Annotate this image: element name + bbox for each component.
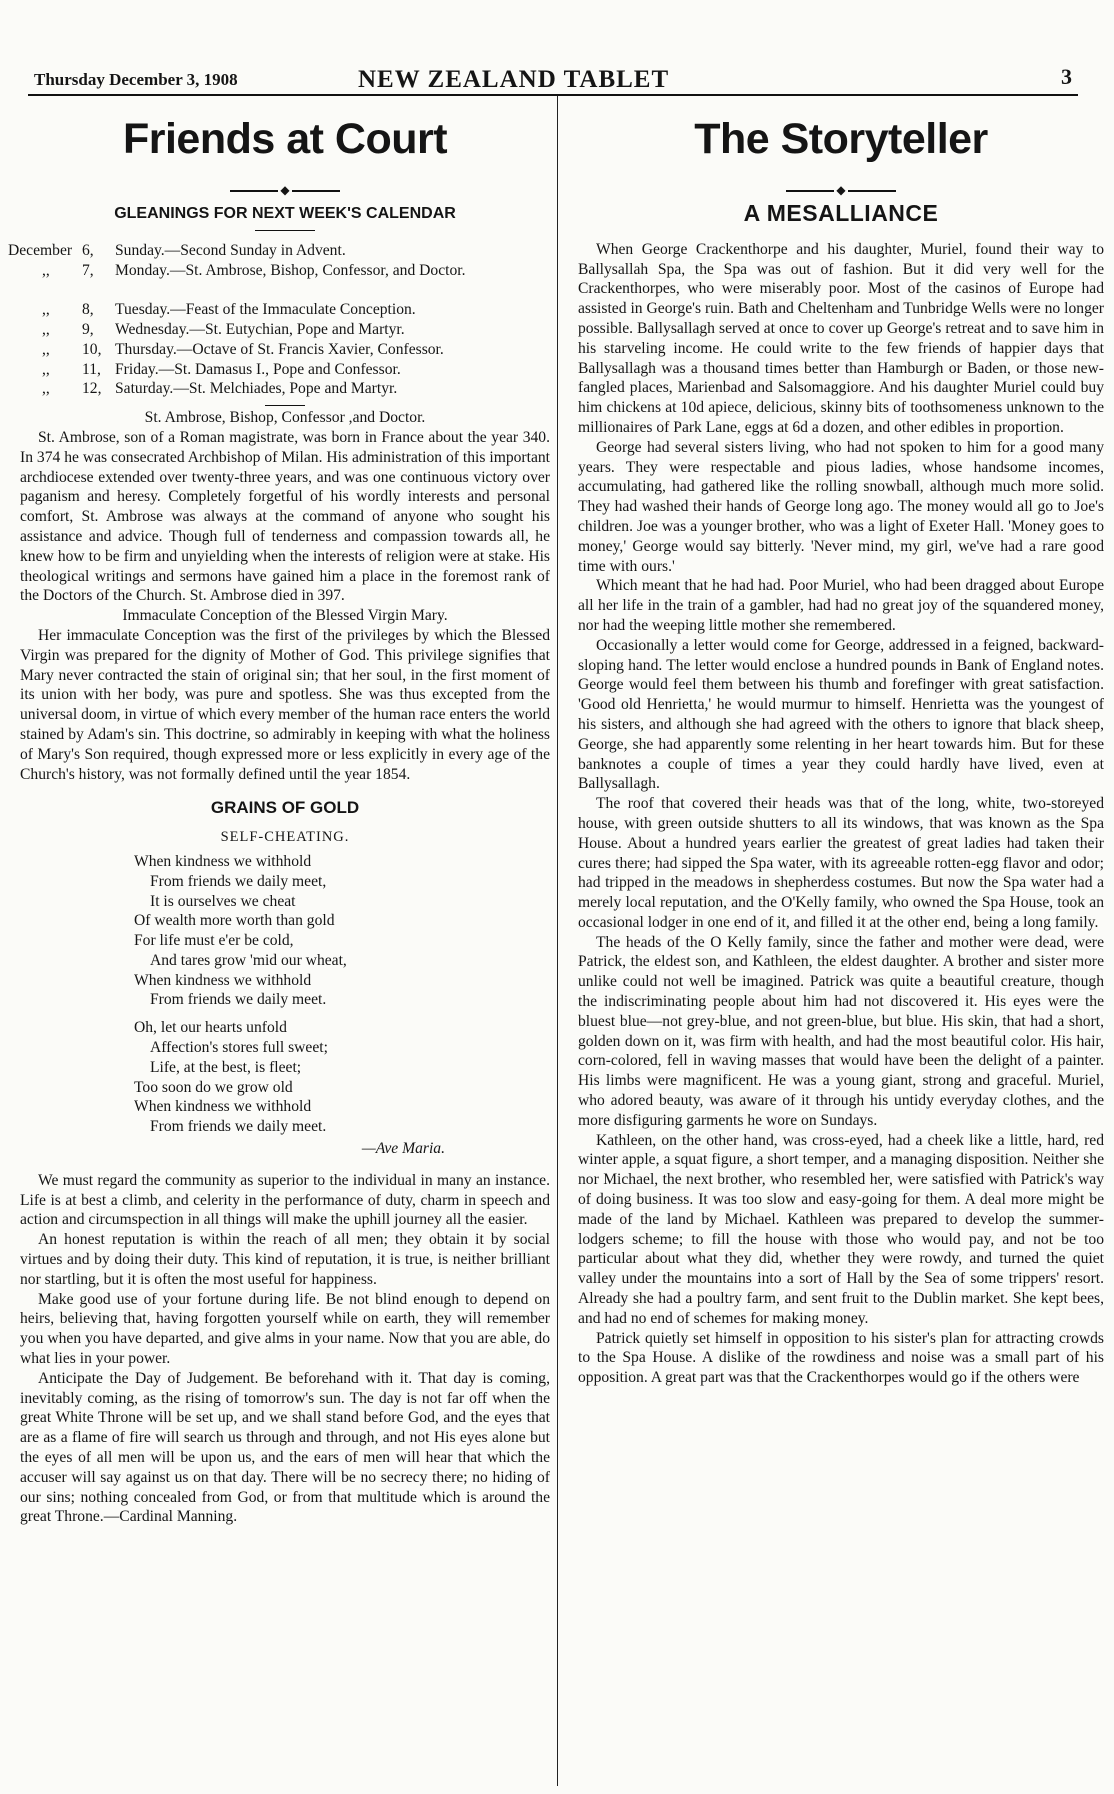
poem-attribution: —Ave Maria.: [361, 1140, 445, 1158]
calendar-entry: ,, 7, Monday.—St. Ambrose, Bishop, Confessor, and Doctor.: [42, 261, 466, 279]
calendar-entry: ,, 11, Friday.—St. Damasus I., Pope and Confessor.: [42, 360, 401, 378]
column-divider: [557, 96, 558, 1786]
story-paragraph: Patrick quietly set himself in opposition to his sister's plan for attracting crowds to the Spa House. A dislike of the rowdiness and noise was a small part of his opposition. A great part was that the Crackenthorpes would go if the others were: [578, 1329, 1104, 1387]
ornament-divider: ◆: [578, 180, 1104, 194]
story-paragraph: The heads of the O Kelly family, since the father and mother were dead, were Patrick, the eldest son, and Kathleen, the eldest daughter. A brother and sister more unlike could not well be imagined. Patrick was quite a beautiful creature, though the indiscriminating people about him had not discovered it. His eyes were the bluest blue—not grey-blue, and not green-blue, but blue. His skin, that had a short, golden down on it, was firm with health, and had the most beautiful color. His hair, corn-colored, fell in waving masses that would have been the delight of a painter. His limbs were magnificent. He was a young giant, strong and graceful. Muriel, who adored beauty, was aware of it through his untidy everyday clothes, and the more disfiguring garments he wore on Sundays.: [578, 933, 1104, 1129]
story-paragraph: George had several sisters living, who had not spoken to him for a good many years. They were respectable and pious ladies, whose handsome incomes, accumulating, had gathered like the rolling snowball, although much more solid. They had washed their hands of George long ago. The money would all go to Joe's children. Joe was a younger brother, who was a light of Exeter Hall. 'Money goes to money,' George would say bitterly. 'Never mind, my girl, we've had a rare good time with ours.': [578, 438, 1104, 575]
paragraph: An honest reputation is within the reach of all men; they obtain it by social virtues and by doing their duty. This kind of reputation, it is true, is neither brilliant nor startling, but it is often the most useful for happiness.: [20, 1231, 550, 1288]
newspaper-title: NEW ZEALAND TABLET: [358, 66, 670, 93]
paragraph: Anticipate the Day of Judgement. Be beforehand with it. That day is coming, inevitably coming, as the rising of tomorrow's sun. The day is not far off when the great White Throne will be set up, and we shall stand before God, and the eyes that are as a flame of fire will search us through and through, and not His eyes alone but the eyes of all men will be upon us, and the ears of men will hear that which the accuser will say against us on that day. There will be no secrecy there; no hiding of our sins; nothing concealed from God, or from that multitude which is around the great Throne.—Cardinal Manning.: [20, 1369, 550, 1526]
paragraph: We must regard the community as superior to the individual in many an instance. Life is at best a climb, and celerity in the performance of duty, charm in speech and action and circumspection in all things will make the uphill journey all the easier.: [20, 1171, 550, 1229]
ambrose-heading: St. Ambrose, Bishop, Confessor ,and Doctor.: [144, 409, 426, 427]
left-column: [8, 106, 550, 1527]
section-title-storyteller: The Storyteller: [694, 115, 988, 163]
calendar-heading: GLEANINGS FOR NEXT WEEK'S CALENDAR: [114, 205, 456, 222]
paragraph: Make good use of your fortune during life. Be not blind enough to depend on heirs, believing that, having forgotten yourself while on earth, they will remember you when you have departed, and give alms in your name. Now that you are able, do what lies in your power.: [20, 1290, 550, 1368]
story-paragraph: When George Crackenthorpe and his daughter, Muriel, found their way to Ballysallah Spa, the Spa was out of fashion. But it did very well for the Crackenthorpes, who were miserably poor. Most of the casinos of Europe had assisted in George's ruin. Bath and Cheltenham and Tunbridge Wells were no longer possible. Ballysallagh served at once to cover up George's retreat and to save him in his starveling income. He could write to the few friends of happier days that Ballysallagh was a thousand times better than Hamburgh or Baden, or those new-fangled places, Marienbad and Salsomaggiore. And his daughter Muriel could buy him chickens at 10d apiece, delicious, skinny bits of toothsomeness unknown to the millionaires of Park Lane, eggs at 6d a dozen, and other edibles in proportion.: [578, 240, 1104, 436]
story-title: A MESALLIANCE: [743, 200, 939, 226]
ambrose-text: St. Ambrose, son of a Roman magistrate, was born in France about the year 340. In 374 he was consecrated Archbishop of Milan. His administration of this important archdiocese extended over twenty-three years, and was one continuous victory over paganism and heresy. Completely forgetful of his wordly interests and personal comfort, St. Ambrose was always at the command of anyone who sought his assistance and advice. Though full of tenderness and compassion towards all, he knew how to be firm and unyielding when the interests of religion were at stake. His theological writings and sermons have gained him a place in the foremost rank of the Doctors of the Church. St. Ambrose died in 397.: [20, 428, 550, 605]
short-rule: [265, 405, 305, 406]
poem-title: SELF-CHEATING.: [220, 829, 350, 846]
calendar-entry: ,, 10, Thursday.—Octave of St. Francis Xavier, Confessor.: [42, 340, 444, 358]
calendar-month: December: [8, 241, 73, 259]
issue-date: Thursday December 3, 1908: [34, 70, 238, 89]
header-rule: [28, 94, 1078, 96]
story-paragraph: Which meant that he had had. Poor Muriel, who had been dragged about Europe all her life in the train of a gambler, had had no great joy of the squandered money, nor had the weeping little mother she remembered.: [578, 577, 1104, 634]
section-title-friends-at-court: Friends at Court: [122, 115, 448, 163]
right-column: [578, 106, 1104, 1388]
calendar-entry: ,, 12, Saturday.—St. Melchiades, Pope and Martyr.: [42, 380, 398, 398]
calendar-entry: ,, 8, Tuesday.—Feast of the Immaculate Conception.: [42, 301, 416, 319]
page-header: [28, 58, 1078, 94]
page-number: 3: [1061, 64, 1072, 89]
calendar-list: [8, 241, 550, 399]
immaculate-heading: Immaculate Conception of the Blessed Virgin Mary.: [122, 607, 448, 625]
story-paragraph: Kathleen, on the other hand, was cross-eyed, had a cheek like a little, hard, red winter apple, a squat figure, a short temper, and a managing disposition. Neither she nor Michael, the next brother, who resembled her, were satisfied with Patrick's way of doing business. It was too slow and easy-going for them. A deal more might be made of the land by Michael. Kathleen was prepared to develop the summer-lodgers scheme; to fill the house with those who would pay, and not be too particular about what they did, whether they were rowdy, and turned the quiet valley under the mountains into a sort of Hall by the Sea of some trippers' resort. Already she had a poultry farm, and sent fruit to the Dublin market. She kept bees, and had no end of schemes for making money.: [578, 1131, 1104, 1327]
story-paragraph: The roof that covered their heads was that of the long, white, two-storeyed house, with green outside shutters to all its windows, that was known as the Spa House. About a hundred years earlier the greatest of great ladies had taken their cures there; had sipped the Spa water, with its agreeable rotten-egg flavor and odor; had tripped in the meadows in shepherdess costumes. But now the Spa water had a merely local reputation, and the O'Kelly family, who owned the Spa House, took an occasional lodger in one end of it, and filled it at the other end, being a long family.: [578, 795, 1104, 931]
story-paragraph: Occasionally a letter would come for George, addressed in a feigned, backward-sloping hand. The letter would enclose a hundred pounds in Bank of England notes. George would feel them between his thumb and forefinger with great satisfaction. 'Good old Henrietta,' he would murmur to himself. Henrietta was the youngest of his sisters, and although she had agreed with the others to ignore that black sheep, George, she had apparently some relenting in her heart towards him. But for these banknotes a couple of times a year they could hardly have lived, even at Ballysallagh.: [578, 636, 1104, 793]
calendar-entry: ,, 9, Wednesday.—St. Eutychian, Pope and Martyr.: [42, 320, 405, 338]
ornament-divider: ◆: [20, 180, 550, 194]
poem: When kindness we withhold From friends we daily meet, It is ourselves we cheat Of wealth more worth than gold For life must e'er be cold, And tares grow 'mid our wheat, When kindness we withhold From friends we daily meet. Oh, let our hearts unfold Affection's stores full sweet; Life, at the best, is fleet; Too soon do we grow old When kindness we withhold From friends we daily meet.: [134, 852, 347, 1136]
short-rule: [255, 230, 315, 231]
calendar-entry: December 6, Sunday.—Second Sunday in Advent.: [8, 241, 346, 259]
grains-of-gold-heading: GRAINS OF GOLD: [210, 798, 360, 818]
immaculate-text: Her immaculate Conception was the first of the privileges by which the Blessed Virgin was prepared for the dignity of Mother of God. This privilege signifies that Mary never contracted the stain of original sin; that her soul, in the first moment of its union with her body, was pure and spotless. She was thus excepted from the universal doom, in virtue of which every member of the human race enters the world stained by Adam's sin. This doctrine, so admirably in keeping with what the holiness of Mary's Son required, though expressed more or less explicitly in every age of the Church's history, was not formally defined until the year 1854.: [20, 626, 550, 783]
